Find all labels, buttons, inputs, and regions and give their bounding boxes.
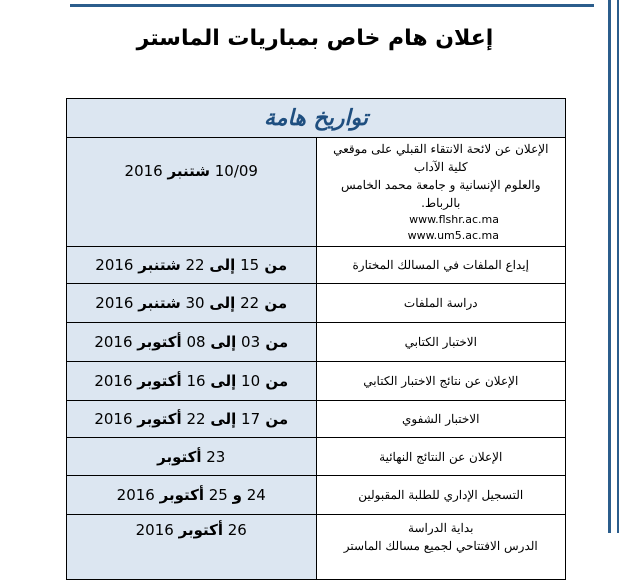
row-description (316, 515, 566, 580)
date-text: من 22 إلى 30 شتنبر 2016 (95, 294, 288, 312)
row-date (67, 438, 317, 476)
date-text: من 15 إلى 22 شتنبر 2016 (95, 256, 288, 274)
table-row (67, 401, 566, 438)
table-row (67, 247, 566, 284)
url-list (323, 212, 560, 244)
row-date (67, 247, 317, 284)
row-description (316, 362, 566, 401)
date-text: 23 أكتوبر (157, 447, 226, 466)
date-text: من 10 إلى 16 أكتوبر 2016 (94, 372, 289, 390)
row-date (67, 284, 317, 323)
right-border-inner-line (617, 0, 619, 533)
page-title: إعلان هام خاص بمباريات الماستر (136, 26, 494, 51)
description-line: والعلوم الإنسانية و جامعة محمد الخامس بالرباط. (340, 178, 541, 210)
row-date (67, 362, 317, 401)
date-text: 10/09 شتنبر 2016 (124, 162, 258, 180)
table-row (67, 438, 566, 476)
row-date (67, 476, 317, 515)
date-text: من 03 إلى 08 أكتوبر 2016 (94, 333, 289, 351)
table-row (67, 362, 566, 401)
description-line: الاختبار الشفوي (402, 412, 480, 426)
description-line: الدرس الافتتاحي لجميع مسالك الماستر (343, 539, 538, 553)
row-description (316, 284, 566, 323)
description-line: الاختبار الكتابي (404, 335, 477, 349)
description-line: الإعلان عن نتائج الاختبار الكتابي (363, 374, 519, 388)
description-line: الإعلان عن النتائج النهائية (379, 449, 503, 464)
description-line: الإعلان عن لائحة الانتقاء القبلي على موقعي كلية الآداب (333, 142, 549, 174)
right-border-frame (608, 0, 640, 533)
description-line: بداية الدراسة (408, 521, 474, 535)
table-header-title: تواريخ هامة (263, 105, 369, 131)
row-date (67, 515, 317, 580)
row-date (67, 401, 317, 438)
description-line: التسجيل الإداري للطلبة المقبولين (358, 488, 524, 502)
table-row (67, 284, 566, 323)
table-row (67, 476, 566, 515)
url-flshr: www.flshr.ac.ma (409, 213, 499, 226)
row-description (316, 138, 566, 247)
row-description (316, 401, 566, 438)
row-description (316, 323, 566, 362)
date-text: 26 أكتوبر 2016 (135, 521, 247, 539)
description-line: دراسة الملفات (403, 296, 478, 310)
row-date (67, 138, 317, 247)
table-header (67, 99, 566, 138)
table-row (67, 138, 566, 247)
table-row (67, 323, 566, 362)
row-description (316, 247, 566, 284)
url-um5: www.um5.ac.ma (407, 229, 499, 242)
description-line: إيداع الملفات في المسالك المختارة (352, 258, 529, 272)
date-text: 24 و 25 أكتوبر 2016 (116, 486, 266, 504)
date-text: من 17 إلى 22 أكتوبر 2016 (94, 410, 289, 428)
important-dates-table (66, 98, 566, 580)
row-description (316, 438, 566, 476)
table-row (67, 515, 566, 580)
row-description (316, 476, 566, 515)
top-border-line (70, 4, 594, 7)
row-date (67, 323, 317, 362)
